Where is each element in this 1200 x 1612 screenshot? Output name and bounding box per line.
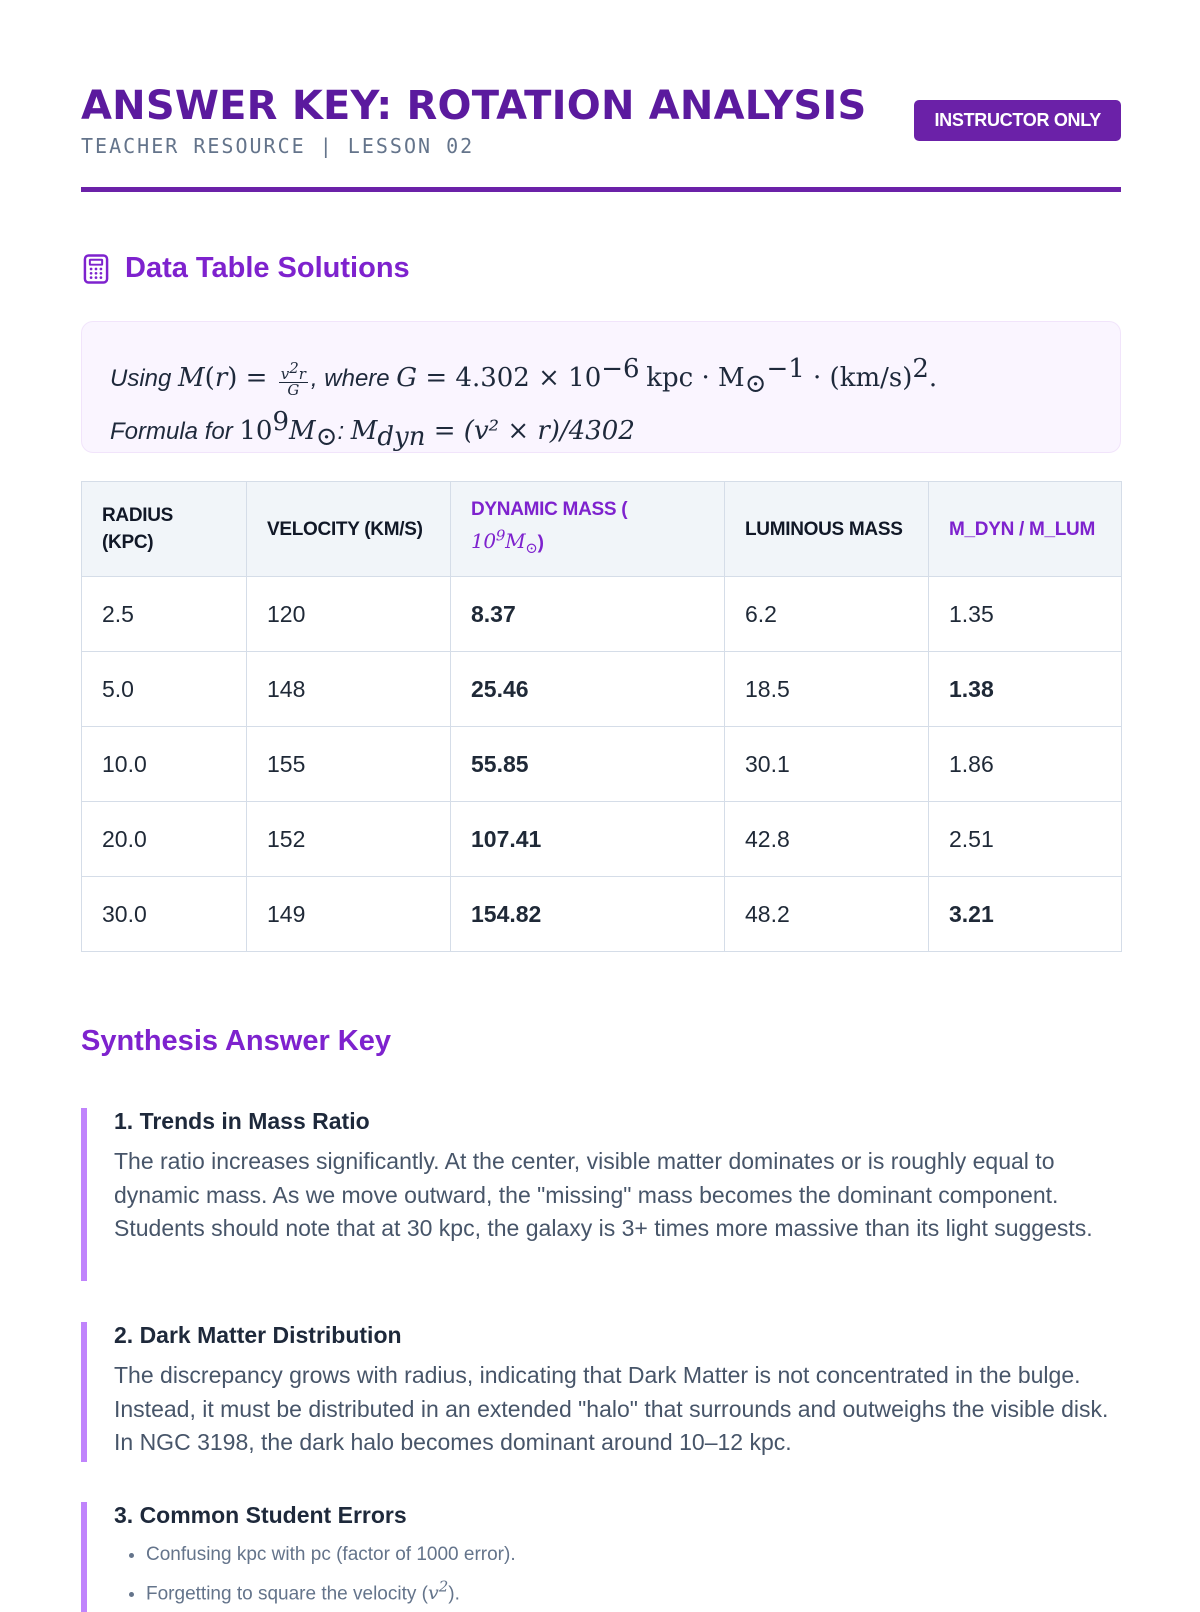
cell-radius: 30.0 <box>82 877 247 952</box>
cell-dynamic-mass: 107.41 <box>451 802 725 877</box>
synthesis-title: Synthesis Answer Key <box>81 1025 391 1057</box>
cell-radius: 5.0 <box>82 652 247 727</box>
cell-ratio: 1.35 <box>929 577 1122 652</box>
instructor-only-badge: INSTRUCTOR ONLY <box>914 100 1121 141</box>
col-header-velocity: VELOCITY (KM/S) <box>247 482 451 577</box>
answer-body: The ratio increases significantly. At the center, visible matter dominates or is roughly equal to dynamic mass. As we move outward, the "missing" mass becomes the dominant component. Students should note that at 30 kpc, the galaxy is 3+ times more massive than its light suggests. <box>114 1148 1093 1241</box>
formula-line-1: Using M(r) = $\frac{v^2r}{G}$ , where $G = 4.302 \times 10^{-6}$ kpc · $M_⊙^{-1} \cdot (km/s)^2$. <box>110 354 938 400</box>
list-item-text: Forgetting to square the velocity ( <box>146 1583 428 1605</box>
cell-dynamic-mass: 8.37 <box>451 577 725 652</box>
data-section-title: Data Table Solutions <box>125 252 410 284</box>
table-row <box>82 652 1122 727</box>
answer-block-student-errors <box>81 1502 1121 1612</box>
list-item: • Confusing kpc with pc (factor of 1000 error). <box>146 1539 1121 1571</box>
cell-ratio: 1.86 <box>929 727 1122 802</box>
cell-radius: 20.0 <box>82 802 247 877</box>
g-constant-units: kpc · M <box>646 363 745 393</box>
answer-body: The discrepancy grows with radius, indicating that Dark Matter is not concentrated in the bulge. Instead, it must be distributed in an extended "halo" that surrounds and outweighs the visible disk. In NGC 3198, the dark halo becomes dominant around 10–12 kpc. <box>114 1362 1109 1455</box>
answer-heading: 1. Trends in Mass Ratio <box>114 1108 370 1134</box>
cell-luminous-mass: 6.2 <box>725 577 929 652</box>
cell-luminous-mass: 18.5 <box>725 652 929 727</box>
formula-line-2: Formula for $10^9M_⊙$: $M_{dyn} = (v^2 \times r)/4302$ <box>110 406 635 452</box>
calculator-icon <box>81 253 111 285</box>
cell-dynamic-mass: 55.85 <box>451 727 725 802</box>
answer-heading: 2. Dark Matter Distribution <box>114 1322 402 1348</box>
page-title: ANSWER KEY: ROTATION ANALYSIS <box>81 83 867 129</box>
table-row <box>82 727 1122 802</box>
page-header <box>81 82 1121 158</box>
cell-radius: 10.0 <box>82 727 247 802</box>
header-divider <box>81 187 1121 192</box>
col-header-radius: RADIUS (KPC) <box>82 482 247 577</box>
cell-radius: 2.5 <box>82 577 247 652</box>
cell-dynamic-mass: 25.46 <box>451 652 725 727</box>
formula-prefix: Using <box>110 365 172 392</box>
formula-where: , where <box>310 365 390 392</box>
col-header-luminous-mass: LUMINOUS MASS <box>725 482 929 577</box>
cell-velocity: 149 <box>247 877 451 952</box>
col-header-mass-ratio: M_DYN / M_LUM <box>929 482 1122 577</box>
cell-luminous-mass: 48.2 <box>725 877 929 952</box>
data-section-heading <box>81 252 410 285</box>
cell-velocity: 120 <box>247 577 451 652</box>
cell-luminous-mass: 30.1 <box>725 727 929 802</box>
answer-block-mass-ratio <box>81 1108 1121 1281</box>
solar-mass-unit: $10^9M_⊙$ <box>471 526 538 558</box>
cell-dynamic-mass: 154.82 <box>451 877 725 952</box>
table-header-row <box>82 482 1122 577</box>
col-header-dynamic-mass: DYNAMIC MASS ( $10^9M_⊙$) <box>451 482 725 577</box>
cell-ratio: 1.38 <box>929 652 1122 727</box>
answer-heading: 3. Common Student Errors <box>114 1502 407 1528</box>
mass-fraction: $\frac{v^2r}{G}$ <box>280 359 306 400</box>
table-row <box>82 577 1122 652</box>
dynamic-mass-header-text: DYNAMIC MASS ( <box>471 498 628 520</box>
cell-velocity: 155 <box>247 727 451 802</box>
list-item: • Forgetting to square the velocity $(v^2)$. <box>146 1571 1121 1610</box>
cell-velocity: 152 <box>247 802 451 877</box>
page-subtitle: TEACHER RESOURCE | LESSON 02 <box>81 134 475 158</box>
g-constant-value: 4.302 × 10 <box>455 363 602 393</box>
dynamic-mass-formula: = (v² × r)/4302 <box>433 415 635 446</box>
table-row <box>82 877 1122 952</box>
answer-block-dark-matter <box>81 1322 1121 1462</box>
solutions-table <box>81 481 1122 952</box>
g-constant-exponent: −6 <box>601 354 640 384</box>
formula-box <box>81 321 1121 453</box>
cell-velocity: 148 <box>247 652 451 727</box>
cell-ratio: 2.51 <box>929 802 1122 877</box>
table-row <box>82 802 1122 877</box>
formula-line2-prefix: Formula for <box>110 417 233 445</box>
cell-ratio: 3.21 <box>929 877 1122 952</box>
cell-luminous-mass: 42.8 <box>725 802 929 877</box>
